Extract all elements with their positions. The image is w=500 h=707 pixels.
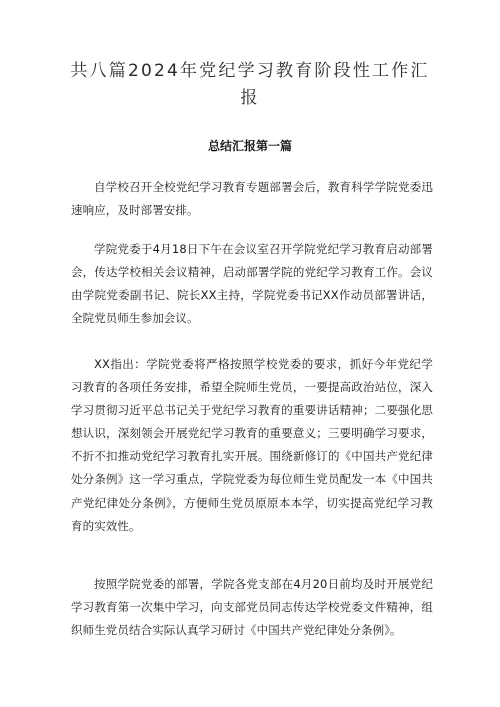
- paragraph-4: 按照学院党委的部署，学院各党支部在4月20日前均及时开展党纪学习教育第一次集中学习，向支部党员同志传达学校党委文件精神，组织师生党员结合实际认真学习研讨《中国共产党纪律处分条例》。: [71, 577, 433, 638]
- paragraph-2: 学院党委于4月18日下午在会议室召开学院党纪学习教育启动部署会，传达学校相关会议精神，启动部署学院的党纪学习教育工作。会议由学院党委副书记、院长XX主持，学院党委书记XX作动员部署讲话，全院党员师生参加会议。: [71, 242, 433, 326]
- document-title: 共八篇2024年党纪学习教育阶段性工作汇报: [70, 61, 430, 108]
- section-heading: 总结汇报第一篇: [207, 139, 292, 153]
- paragraph-3: XX指出：学院党委将严格按照学校党委的要求，抓好今年党纪学习教育的各项任务安排，希望全院师生党员，一要提高政治站位，深入学习贯彻习近平总书记关于党纪学习教育的重要讲话精神；二要强化思想认识，深刻领会开展党纪学习教育的重要意义；三要明确学习要求，不折不扣推动党纪学习教育扎实开展。围绕新修订的《中国共产党纪律处分条例》这一学习重点，学院党委为每位师生党员配发一本《中国共产党纪律处分条例》，方便师生党员原原本本学，切实提高党纪学习教育的实效性。: [71, 357, 433, 533]
- paragraph-1: 自学校召开全校党纪学习教育专题部署会后，教育科学学院党委迅速响应，及时部署安排。: [71, 180, 433, 218]
